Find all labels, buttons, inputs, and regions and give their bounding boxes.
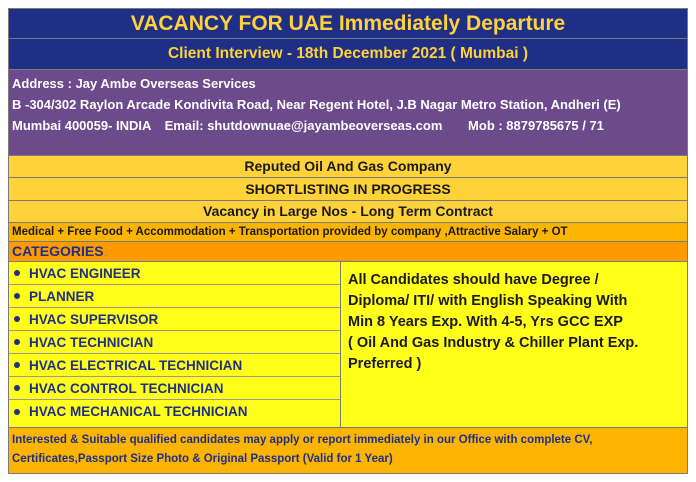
list-item [9, 377, 340, 400]
requirement-line: ( Oil And Gas Industry & Chiller Plant Exp. [348, 335, 639, 351]
category-label: HVAC TECHNICIAN [29, 334, 154, 350]
address-city: Mumbai 400059- INDIA [12, 118, 151, 133]
requirement-line: Min 8 Years Exp. With 4-5, Yrs GCC EXP [348, 314, 623, 330]
requirement-line: All Candidates should have Degree / [348, 272, 599, 288]
footer-line: Interested & Suitable qualified candidates may apply or report immediately in our Office with complete CV, [12, 434, 593, 446]
benefits-text: Medical + Free Food + Accommodation + Transportation provided by company ,Attractive Salary + OT [12, 226, 568, 238]
contact-email: Email: shutdownuae@jayambeoverseas.com [164, 118, 443, 133]
categories-title: CATEGORIES [12, 243, 104, 259]
categories-header [9, 242, 687, 262]
bullet-icon [14, 362, 20, 368]
requirement-line: Preferred ) [348, 356, 422, 372]
category-label: HVAC ELECTRICAL TECHNICIAN [29, 357, 243, 373]
benefits-row [9, 223, 687, 242]
vacancy-poster [8, 8, 688, 474]
list-item [9, 331, 340, 354]
poster-title: VACANCY FOR UAE Immediately Departure [130, 12, 566, 35]
category-list [9, 262, 341, 428]
contact-line [12, 115, 687, 136]
shortlisting-status: SHORTLISTING IN PROGRESS [245, 181, 451, 197]
bullet-icon [14, 316, 20, 322]
status-row [9, 178, 687, 201]
bullet-icon [14, 409, 20, 415]
list-item [9, 354, 340, 377]
bullet-icon [14, 339, 20, 345]
category-label: HVAC MECHANICAL TECHNICIAN [29, 404, 248, 419]
interview-date: Client Interview - 18th December 2021 ( Mumbai ) [167, 45, 529, 62]
address-street: B -304/302 Raylon Arcade Kondivita Road, Near Regent Hotel, J.B Nagar Metro Station, Andheri (E) [12, 97, 621, 112]
bullet-icon [14, 385, 20, 391]
title-row [9, 9, 687, 39]
bullet-icon [14, 293, 20, 299]
address-name: Address : Jay Ambe Overseas Services [12, 76, 256, 91]
vacancy-row [9, 201, 687, 223]
requirements-box [341, 262, 687, 428]
category-label: HVAC SUPERVISOR [29, 311, 159, 327]
requirement-line: Diploma/ ITI/ with English Speaking With [348, 293, 628, 309]
category-label: HVAC ENGINEER [29, 265, 141, 281]
company-type: Reputed Oil And Gas Company [244, 158, 452, 174]
footer-line: Certificates,Passport Size Photo & Original Passport (Valid for 1 Year) [12, 453, 393, 465]
category-label: PLANNER [29, 288, 95, 304]
application-footer [9, 428, 687, 473]
list-item [9, 262, 340, 285]
address-block [9, 70, 687, 156]
list-item [9, 400, 340, 423]
list-item [9, 308, 340, 331]
list-item [9, 285, 340, 308]
contact-mobile: Mob : 8879785675 / 71 [468, 118, 604, 133]
company-row [9, 156, 687, 178]
category-label: HVAC CONTROL TECHNICIAN [29, 380, 224, 396]
bullet-icon [14, 270, 20, 276]
subtitle-row [9, 39, 687, 70]
vacancy-info: Vacancy in Large Nos - Long Term Contract [203, 203, 493, 219]
